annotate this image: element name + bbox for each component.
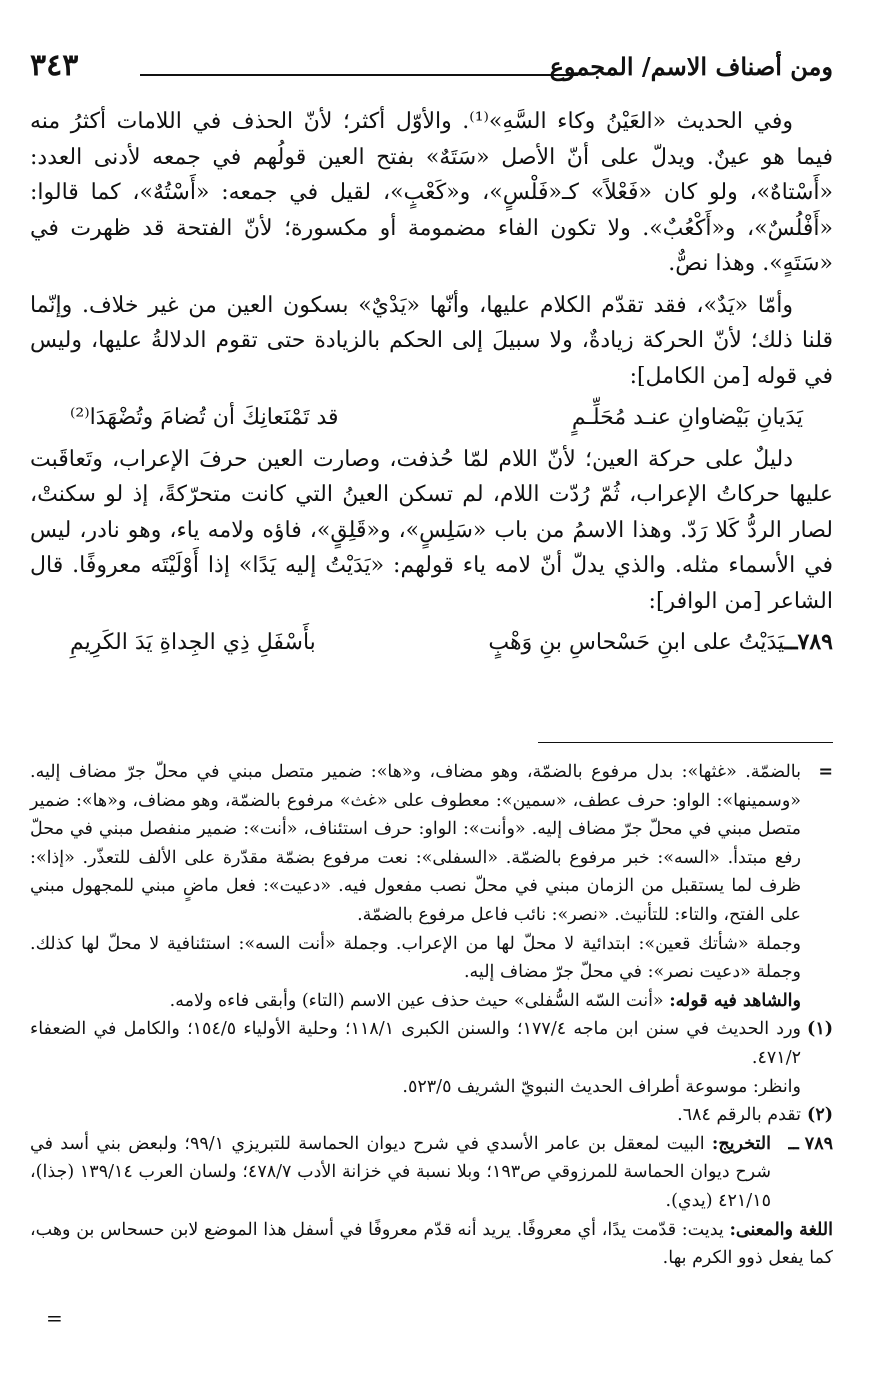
verse-789-hemistich-left: بأَسْفَلِ ذِي الجِداةِ يَدَ الكَرِيمِ [70,630,316,655]
running-header [30,48,833,92]
footnote-2-text: تقدم بالرقم ٦٨٤. [677,1105,801,1126]
footnote-1-marker: (١) [807,1019,833,1040]
footnote-789-marker: ٧٨٩ ــ [788,1133,833,1154]
paragraph-3: دليلٌ على حركة العين؛ لأنّ اللام لمّا حُذفت، وصارت العين حرفَ الإعراب، وتَعاقَبت عليها حركاتُ الإعراب، ثُمّ رُدّت اللام، لم تسكن العينُ التي كانت متحرّكةً، إذ لو سكنتْ، لصار الردُّ كَلا رَدّ. وهذا الاسمُ من باب «سَلِسٍ»، و«قَلِقٍ»، فاؤه ولامه ياء، وهو نادر، ليس في الأسماء مثله. والذي يدلّ أنّ لامه ياء قولهم: «يَدَيْتُ إليه يَدًا» إذا أَوْلَيْتَه معروفًا. قال الشاعر [من الوافر]: [30,446,833,614]
verse-1 [30,400,833,436]
footnote-789 [30,1130,833,1216]
continuation-marker: = [818,762,833,782]
page-number: ٣٤٣ [30,48,79,83]
language-meaning-text: يديت: قدّمت يدًا، أي معروفًا. يريد أنه قدّم معروفًا في أسفل هذا الموضع لابن حسحاس بن وهب، كما يفعل ذوو الكرم بها. [30,1219,833,1269]
paragraph-2: وأمّا «يَدٌ»، فقد تقدّم الكلام عليها، وأنّها «يَدْيٌ» بسكون العين من غير خلاف. وإنّما قلنا ذلك؛ لأنّ الحركة زيادةٌ، ولا سبيلَ إلى الحكم بالزيادة حتى تقوم الدلالةُ عليها، وليس في قوله [من الكامل]: [30,292,833,389]
takhrij-text: البيت لمعقل بن عامر الأسدي في شرح ديوان الحماسة للتبريزي ٩٩/١؛ ولبعض بني أسد في شرح ديوان الحماسة للمرزوقي ص١٩٣؛ وبلا نسبة في خزانة الأدب ٤٧٨/٧؛ ولسان العرب ١٣٩/١٤ (جذا)، ٤٢١/١٥ (يدي). [30,1133,771,1211]
verse-number: ٧٨٩ــ [784,629,833,655]
continuation-text: بالضمّة. «غثها»: بدل مرفوع بالضمّة، وهو مضاف، و«ها»: ضمير متصل مبني في محلّ جرّ مضاف إليه. «وسمينها»: الواو: حرف عطف، «سمين»: معطوف على «غث» مرفوع بالضمّة، وهو مضاف، و«ها»: ضمير متصل مبني في محلّ جرّ مضاف إليه. «وأنت»: الواو: حرف استئناف، «أنت»: ضمير منفصل مبني في محلّ رفع مبتدأ. «السه»: خبر مرفوع بالضمّة. «السفلى»: نعت مرفوع بضمّة مقدّرة على الألف للتعذّر. «إذا»: ظرف لما يستقبل من الزمان مبني في محلّ نصب مفعول فيه. «دعيت»: فعل ماضٍ مبني للمجهول مبني على الفتح، والتاء: للتأنيث. «نصر»: نائب فاعل مرفوع بالضمّة. [30,762,801,925]
footnote-continuation [30,758,833,930]
continuation-mark-bottom: = [46,1306,63,1330]
header-title: ومن أصناف الاسم/ المجموع [549,52,833,81]
continuation-text-2: وجملة «شأتك قعين»: ابتدائية لا محلّ لها من الإعراب. وجملة «أنت السه»: استئنافية لا محلّ لها كذلك. وجملة «دعيت نصر»: في محلّ جرّ مضاف إليه. [30,933,801,983]
footnotes [30,758,833,1273]
paragraph-1: وفي الحديث «العَيْنُ وكاء السَّهِ»⁽¹⁾. والأوّل أكثر؛ لأنّ الحذف في اللامات أكثرُ منه فيما هو عينٌ. ويدلّ على أنّ الأصل «سَتَهٌ» بفتح العين قولُهم في جمعه لأدنى العدد: «أَسْتاهٌ»، ولو كان «فَعْلاً» كـ«فَلْسٍ»، و«كَعْبٍ»، لقيل في جمعه: «أَسْتُهٌ»، كما قالوا: «أَفْلُسٌ»، و«أَكْعُبٌ». ولا تكون الفاء مضمومة أو مكسورة؛ لأنّ الفتحة قد ظهرت في «سَتَهٍ». وهذا نصٌّ. [30,109,833,276]
verse-1-hemistich-left: قد تَمْنَعانِكَ أن تُضامَ وتُضْهَدَا⁽²⁾ [70,405,339,430]
footnote-2 [30,1101,833,1130]
footnote-2-marker: (٢) [807,1105,833,1126]
footnote-789-body [30,1130,771,1216]
witness-line [30,987,833,1016]
verse-789 [30,625,833,661]
verse-1-hemistich-right: يَدَيانِ بَيْضاوانِ عنـد مُحَلِّـمٍ [571,405,803,430]
footnote-1-sub: وانظر: موسوعة أطراف الحديث النبويّ الشريف ٥٢٣/٥. [402,1076,801,1097]
header-rule [140,74,578,76]
witness-label: والشاهد فيه قوله: [669,990,801,1011]
footnote-1 [30,1015,833,1072]
footnote-separator [538,742,833,743]
verse-789-right [488,625,833,661]
takhrij-label: التخريج: [711,1133,771,1154]
witness-text: «أنت السّه السُّفلى» حيث حذف عين الاسم (التاء) وأبقى فاءه ولامه. [169,990,670,1011]
language-meaning [30,1216,833,1273]
language-meaning-label: اللغة والمعنى: [729,1219,833,1240]
main-text [30,104,833,667]
footnote-1-text: ورد الحديث في سنن ابن ماجه ١٧٧/٤؛ والسنن الكبرى ١١٨/١؛ وحلية الأولياء ١٥٤/٥؛ والكامل في الضعفاء ٤٧١/٢. [30,1019,802,1068]
verse-789-hemistich-right: يَدَيْتُ على ابنِ حَسْحاسِ بنِ وَهْبٍ [488,630,785,655]
